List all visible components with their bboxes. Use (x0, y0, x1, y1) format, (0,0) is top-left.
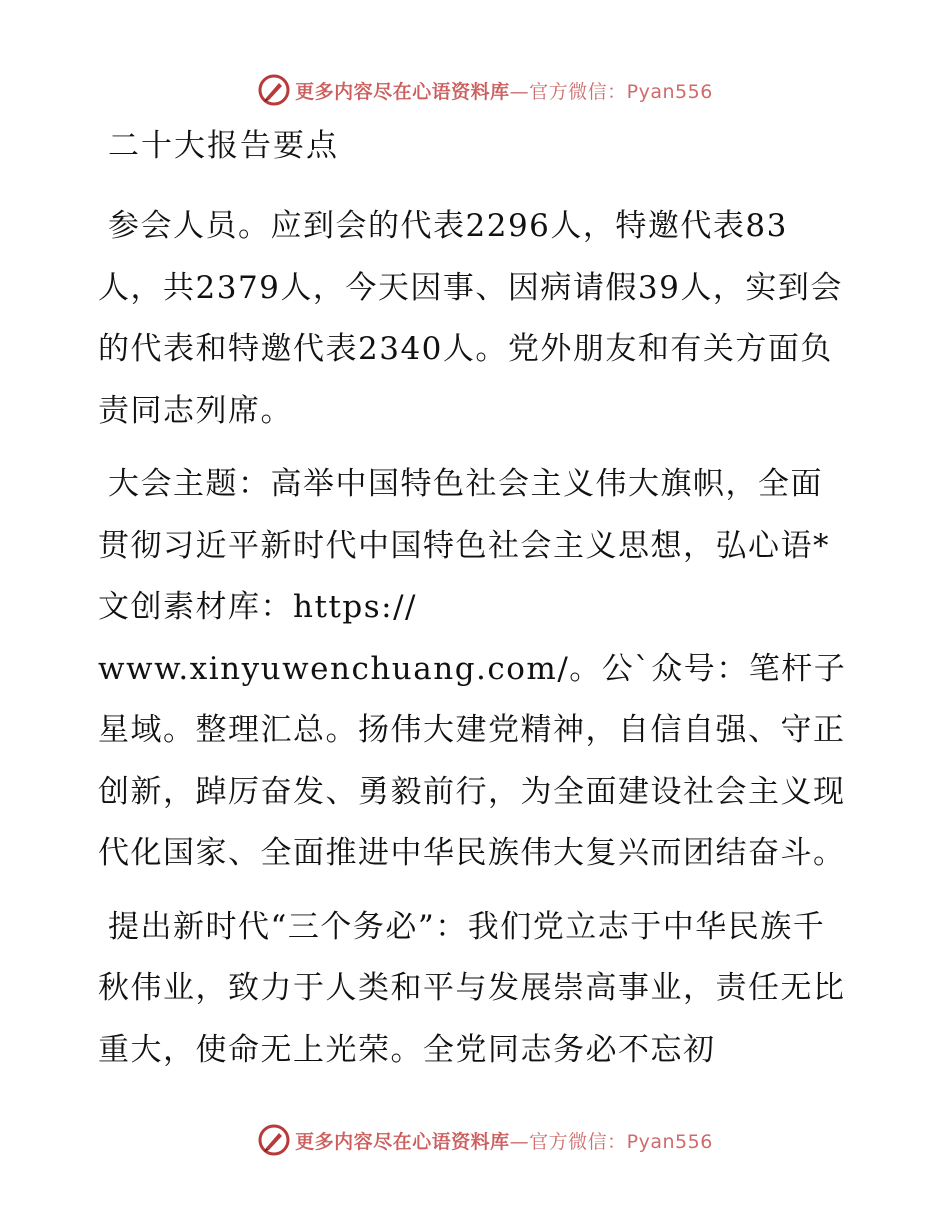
document-body (98, 122, 850, 1093)
paragraph-attendees (98, 196, 850, 442)
paragraph-text: 参会人员。应到会的代表2296人，特邀代表83人，共2379人，今天因事、因病请假39人，实到会的代表和特邀代表2340人。党外朋友和有关方面负责同志列席。 (98, 208, 843, 429)
paragraph-theme-continued: www.xinyuwenchuang.com/。公`众号：笔杆子星域。整理汇总。扬伟大建党精神，自信自强、守正创新，踔厉奋发、勇毅前行，为全面建设社会主义现代化国家、全面推进中华民族伟大复兴而团结奋斗。 (98, 650, 847, 871)
banner-bold-text: 更多内容尽在心语资料库 (295, 80, 510, 103)
header-banner (0, 70, 950, 110)
banner-bold-text: 更多内容尽在心语资料库 (295, 1130, 510, 1153)
paragraph-theme (98, 454, 850, 639)
banner-light-text: —官方微信：Pyan556 (509, 1130, 713, 1153)
pen-logo-icon (257, 73, 291, 107)
document-title: 二十大报告要点 (108, 128, 339, 164)
banner-text (295, 77, 713, 104)
paragraph-three-musts (98, 897, 850, 1082)
paragraph-text: 大会主题：高举中国特色社会主义伟大旗帜，全面贯彻习近平新时代中国特色社会主义思想，弘心语*文创素材库：https:// (98, 466, 830, 625)
banner-text (295, 1127, 713, 1154)
paragraph-text: 提出新时代“三个务必”：我们党立志于中华民族千秋伟业，致力于人类和平与发展崇高事业，责任无比重大，使命无上光荣。全党同志务必不忘初 (98, 908, 846, 1068)
footer-banner (0, 1120, 950, 1160)
banner-light-text: —官方微信：Pyan556 (509, 80, 713, 103)
banner-inner (257, 1123, 713, 1157)
pen-logo-icon (257, 1123, 291, 1157)
banner-inner (257, 73, 713, 107)
